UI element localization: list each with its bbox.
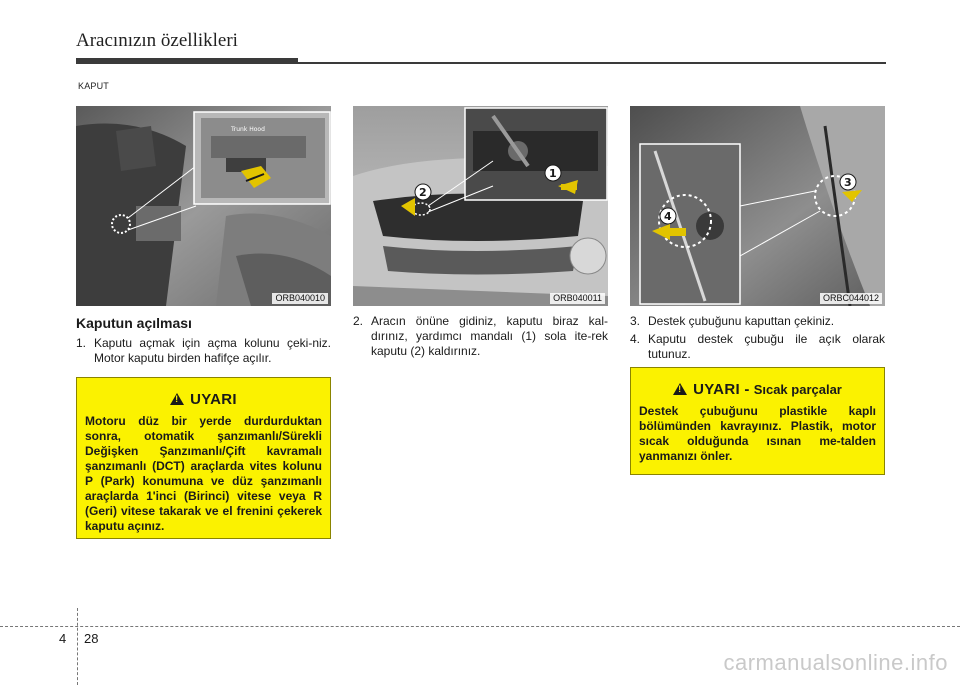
warning-triangle-icon: [170, 393, 184, 405]
photo-code: ORBC044012: [820, 293, 882, 304]
step-text: Destek çubuğunu kaputtan çekiniz.: [648, 314, 835, 328]
svg-text:3: 3: [844, 176, 852, 189]
step-number: 2.: [353, 314, 364, 328]
step-3: [630, 314, 885, 329]
svg-text:Trunk Hood: Trunk Hood: [231, 126, 265, 133]
photo-code: ORB040010: [272, 293, 328, 304]
step-4: [630, 332, 885, 362]
header-rule: [298, 62, 886, 64]
support-rod-illustration: [630, 106, 885, 306]
hood-release-lever-illustration: [76, 106, 331, 306]
chapter-number: 4: [59, 631, 67, 646]
section-label: KAPUT: [78, 81, 110, 91]
step-1: [76, 336, 331, 366]
photo-support-rod: [630, 106, 885, 306]
page-header-title: Aracınızın özellikleri: [76, 30, 238, 51]
step-number: 3.: [630, 314, 641, 328]
svg-text:1: 1: [549, 167, 557, 180]
step-text: Aracın önüne gidiniz, kaputu biraz kal-dırınız, yardımcı mandalı (1) sola ite-rek kaputu (2) kaldırınız.: [371, 314, 608, 358]
step-number: 1.: [76, 336, 87, 350]
photo-hood-latch: [353, 106, 608, 306]
warning-title: ! UYARI: [85, 388, 322, 410]
footer-divider: [77, 608, 78, 685]
warning-title: ! UYARI - Sıcak parçalar: [639, 378, 876, 400]
warning-triangle-icon: [673, 383, 687, 395]
step-text: Kaputu açmak için açma kolunu çeki-niz. Motor kaputu birden hafifçe açılır.: [94, 336, 331, 365]
step-text: Kaputu destek çubuğu ile açık olarak tutunuz.: [648, 332, 885, 361]
svg-text:2: 2: [419, 186, 427, 199]
photo-hood-release: [76, 106, 331, 306]
warning-body: Destek çubuğunu plastikle kaplı bölümünden kavrayınız. Plastik, motor sıcak olduğunda ısınan me-talden yanmanızı önler.: [639, 404, 876, 463]
step-number: 4.: [630, 332, 641, 346]
hood-latch-illustration: [353, 106, 608, 306]
footer-rule: [0, 626, 960, 627]
warning-body: Motoru düz bir yerde durdurduktan sonra, otomatik şanzımanlı/Sürekli Değişken Şanzımanlı/Çift kavramalı şanzımanlı (DCT) araçlarda vites kolunu P (Park) konumuna ve düz şanzımanlı araçlarda 1'inci (Birinci) vitese veya R (Geri) vitese takarak ve el frenini çekerek kaputu açınız.: [85, 414, 322, 533]
header-bar: [76, 58, 298, 64]
step-2: [353, 314, 608, 359]
page-number: 28: [84, 631, 99, 646]
warning-box-2: [630, 367, 885, 475]
photo-code: ORB040011: [550, 293, 605, 304]
section-heading: Kaputun açılması: [76, 315, 192, 331]
svg-text:4: 4: [664, 210, 672, 223]
warning-box-1: [76, 377, 331, 539]
watermark: carmanualsonline.info: [723, 650, 948, 675]
